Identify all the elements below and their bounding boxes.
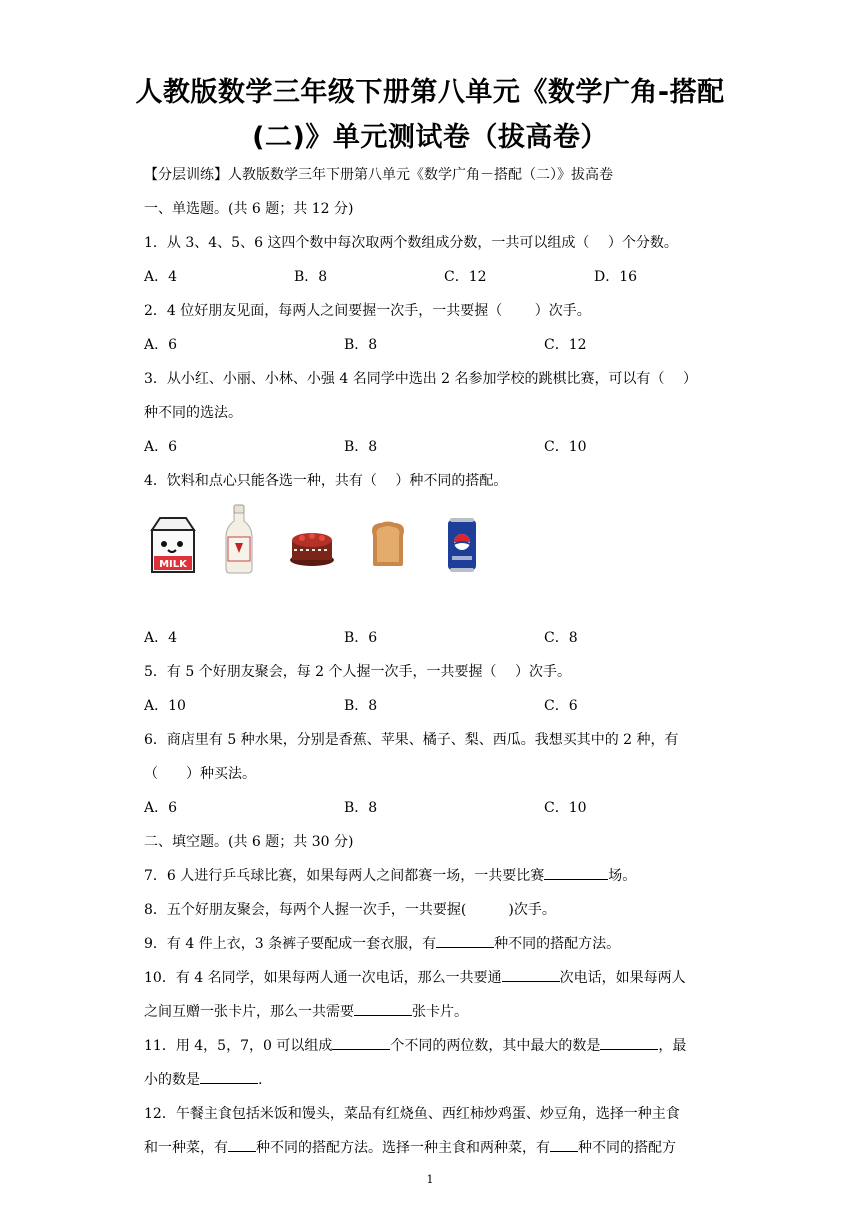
answer-blank[interactable] bbox=[502, 967, 560, 982]
q1-option-c: C．12 bbox=[444, 269, 487, 285]
q3-option-c: C．10 bbox=[544, 439, 587, 455]
section-heading-1: 一、单选题。(共 6 题；共 12 分) bbox=[144, 201, 354, 217]
question-6-line2: （ ）种买法。 bbox=[144, 766, 256, 782]
answer-blank[interactable] bbox=[544, 865, 608, 880]
question-6-line1: 6．商店里有 5 种水果，分别是香蕉、苹果、橘子、梨、西瓜。我想买其中的 2 种，有 bbox=[144, 732, 679, 748]
doc-subtitle: 【分层训练】人教版数学三年下册第八单元《数学广角－搭配（二）》拔高卷 bbox=[144, 167, 613, 183]
q6-option-c: C．10 bbox=[544, 800, 587, 816]
q3-option-a: A．6 bbox=[144, 439, 178, 455]
q2-option-b: B．8 bbox=[344, 337, 378, 353]
question-7: 7．6 人进行乒乓球比赛，如果每两人之间都赛一场，一共要比赛 场。 bbox=[144, 865, 636, 885]
question-12-line1: 12．午餐主食包括米饭和馒头，菜品有红烧鱼、西红柿炒鸡蛋、炒豆角，选择一种主食 bbox=[144, 1106, 680, 1122]
cake-icon bbox=[288, 520, 336, 568]
answer-blank[interactable] bbox=[228, 1137, 256, 1152]
answer-blank[interactable] bbox=[200, 1069, 258, 1084]
q5-option-a: A．10 bbox=[144, 698, 186, 714]
page-number: 1 bbox=[426, 1173, 434, 1186]
doc-title-line2: (二)》单元测试卷（拔高卷） bbox=[252, 122, 608, 153]
answer-blank[interactable] bbox=[354, 1001, 412, 1016]
question-9: 9．有 4 件上衣，3 条裤子要配成一套衣服，有 种不同的搭配方法。 bbox=[144, 933, 620, 953]
question-10-line2: 之间互赠一张卡片，那么一共需要 张卡片。 bbox=[144, 1001, 468, 1021]
question-12-line2: 和一种菜，有 种不同的搭配方法。选择一种主食和两种菜，有 种不同的搭配方 bbox=[144, 1137, 676, 1157]
question-4: 4．饮料和点心只能各选一种，共有（ ）种不同的搭配。 bbox=[144, 473, 508, 489]
question-2: 2．4 位好朋友见面，每两人之间要握一次手，一共要握（ ）次手。 bbox=[144, 303, 591, 319]
q1-option-b: B．8 bbox=[294, 269, 328, 285]
q2-option-a: A．6 bbox=[144, 337, 178, 353]
milk-carton-icon bbox=[146, 514, 200, 574]
doc-title-line1: 人教版数学三年级下册第八单元《数学广角-搭配 bbox=[135, 77, 725, 108]
question-8: 8．五个好朋友聚会，每两个人握一次手，一共要握( )次手。 bbox=[144, 902, 556, 918]
question-11-line2: 小的数是 . bbox=[144, 1069, 262, 1089]
soda-can-icon bbox=[446, 516, 478, 574]
q6-option-b: B．8 bbox=[344, 800, 378, 816]
answer-blank[interactable] bbox=[436, 933, 494, 948]
bread-icon bbox=[367, 520, 409, 568]
question-1: 1．从 3、4、5、6 这四个数中每次取两个数组成分数，一共可以组成（ ）个分数。 bbox=[144, 235, 678, 251]
question-10-line1: 10．有 4 名同学，如果每两人通一次电话，那么一共要通 次电话，如果每两人 bbox=[144, 967, 686, 987]
question-11-line1: 11．用 4，5，7，0 可以组成 个不同的两位数，其中最大的数是 ，最 bbox=[144, 1035, 686, 1055]
q2-option-c: C．12 bbox=[544, 337, 587, 353]
answer-blank[interactable] bbox=[550, 1137, 578, 1152]
question-5: 5．有 5 个好朋友聚会，每 2 个人握一次手，一共要握（ ）次手。 bbox=[144, 664, 571, 680]
milk-carton-text: MILK bbox=[159, 559, 187, 570]
answer-blank[interactable] bbox=[600, 1035, 658, 1050]
q4-option-c: C．8 bbox=[544, 630, 578, 646]
question-3-line2: 种不同的选法。 bbox=[144, 405, 242, 421]
q5-option-c: C．6 bbox=[544, 698, 578, 714]
question-3-line1: 3．从小红、小丽、小林、小强 4 名同学中选出 2 名参加学校的跳棋比赛，可以有（ ） bbox=[144, 371, 697, 387]
q1-option-a: A．4 bbox=[144, 269, 178, 285]
q4-option-a: A．4 bbox=[144, 630, 178, 646]
q5-option-b: B．8 bbox=[344, 698, 378, 714]
milk-bottle-icon bbox=[224, 503, 254, 575]
section-heading-2: 二、填空题。(共 6 题；共 30 分) bbox=[144, 834, 354, 850]
q4-option-b: B．6 bbox=[344, 630, 378, 646]
q3-option-b: B．8 bbox=[344, 439, 378, 455]
q6-option-a: A．6 bbox=[144, 800, 178, 816]
q1-option-d: D．16 bbox=[594, 269, 638, 285]
answer-blank[interactable] bbox=[332, 1035, 390, 1050]
